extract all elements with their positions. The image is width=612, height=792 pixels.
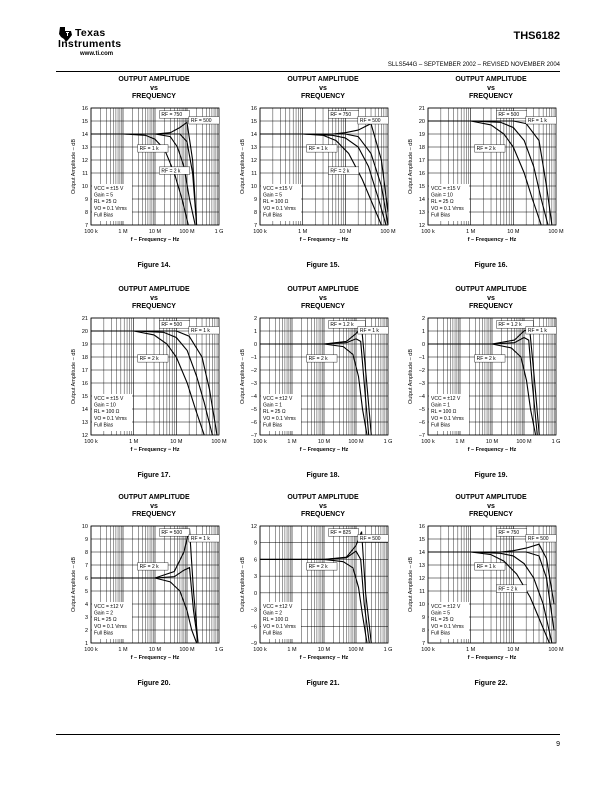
series-label: RF = 1 k bbox=[308, 146, 328, 153]
x-tick-label: 1 M bbox=[466, 229, 476, 235]
y-tick-label: 19 bbox=[418, 132, 425, 138]
series-label: RF = 1 k bbox=[359, 328, 379, 335]
x-tick-label: 10 M bbox=[317, 647, 331, 653]
x-axis-label: f – Frequency – Hz bbox=[299, 655, 349, 661]
y-tick-label: −7 bbox=[418, 433, 425, 439]
x-tick-label: 1 G bbox=[383, 439, 393, 445]
series-label: RF = 1 k bbox=[139, 146, 159, 153]
y-tick-label: 9 bbox=[421, 615, 425, 621]
y-tick-label: 18 bbox=[81, 355, 88, 361]
x-tick-label: 100 k bbox=[421, 439, 435, 445]
x-tick-label: 10 M bbox=[170, 439, 183, 445]
chart-title-line: vs bbox=[487, 502, 495, 510]
chart-title-line: OUTPUT AMPLITUDE bbox=[287, 286, 359, 293]
y-tick-label: 13 bbox=[418, 563, 425, 569]
x-axis-label: f – Frequency – Hz bbox=[299, 447, 349, 453]
x-tick-label: 100 M bbox=[179, 229, 195, 235]
figure-caption: Figure 17. bbox=[137, 472, 171, 479]
condition-line: Full Bias bbox=[94, 630, 114, 637]
figure-caption: Figure 15. bbox=[306, 262, 340, 269]
y-tick-label: 17 bbox=[81, 368, 88, 374]
x-tick-label: 100 k bbox=[253, 229, 267, 235]
condition-line: VO = 0.1 Vrms bbox=[94, 205, 127, 212]
series-label: RF = 500 bbox=[527, 536, 549, 543]
series-label: RF = 500 bbox=[190, 118, 212, 125]
chart-title-line: FREQUENCY bbox=[301, 303, 345, 310]
y-tick-label: 17 bbox=[418, 158, 425, 164]
chart-title-line: vs bbox=[319, 502, 327, 510]
condition-line: Full Bias bbox=[263, 212, 283, 219]
y-tick-label: 12 bbox=[81, 158, 88, 164]
y-axis-label: Output Amplitude – dB bbox=[408, 138, 414, 195]
y-tick-label: 7 bbox=[253, 223, 257, 229]
y-tick-label: 10 bbox=[250, 184, 257, 190]
x-tick-label: 100 k bbox=[253, 647, 267, 653]
chart-title-line: FREQUENCY bbox=[301, 93, 345, 100]
y-tick-label: 12 bbox=[81, 433, 88, 439]
y-tick-label: 10 bbox=[81, 184, 88, 190]
y-tick-label: 8 bbox=[253, 210, 257, 216]
series-label: RF = 2 k bbox=[308, 356, 328, 363]
series-label: RF = 825 bbox=[330, 530, 352, 537]
y-tick-label: 11 bbox=[82, 171, 88, 177]
condition-line: VCC = ±12 V bbox=[431, 604, 461, 610]
y-tick-label: 14 bbox=[81, 407, 88, 413]
chart-title-line: OUTPUT AMPLITUDE bbox=[118, 76, 190, 83]
x-tick-label: 100 k bbox=[84, 439, 98, 445]
y-axis-label: Output Amplitude − dB bbox=[71, 348, 77, 405]
condition-line: VCC = ±12 V bbox=[431, 396, 461, 402]
chart-title-line: OUTPUT AMPLITUDE bbox=[455, 286, 527, 293]
y-tick-label: 16 bbox=[81, 106, 88, 112]
x-axis-label: f – Frequency – Hz bbox=[467, 237, 517, 243]
y-tick-label: 10 bbox=[81, 524, 88, 530]
y-tick-label: 16 bbox=[250, 106, 257, 112]
condition-line: RL = 25 Ω bbox=[94, 199, 117, 206]
series-label: RF = 2 k bbox=[139, 356, 159, 363]
y-tick-label: 15 bbox=[250, 119, 257, 125]
x-tick-label: 100 k bbox=[421, 229, 435, 235]
series-label: RF = 2 k bbox=[330, 168, 350, 175]
chart-title-line: vs bbox=[487, 84, 495, 92]
x-axis-label: f − Frequency − Hz bbox=[130, 447, 180, 453]
condition-line: Gain = 2 bbox=[263, 610, 283, 617]
chart-title bbox=[238, 76, 408, 102]
condition-line: RL = 100 Ω bbox=[94, 409, 120, 416]
y-tick-label: 1 bbox=[421, 329, 425, 335]
y-tick-label: −6 bbox=[250, 624, 257, 631]
y-tick-label: 12 bbox=[250, 158, 257, 164]
frequency-response-chart bbox=[67, 522, 242, 672]
y-tick-label: 2 bbox=[421, 316, 425, 322]
series-label: RF = 500 bbox=[359, 536, 381, 543]
y-tick-label: 10 bbox=[418, 602, 425, 608]
y-tick-label: 0 bbox=[253, 342, 257, 348]
x-tick-label: 100 M bbox=[179, 647, 195, 653]
condition-line: RL = 100 Ω bbox=[263, 617, 289, 624]
figure-caption: Figure 21. bbox=[306, 680, 340, 687]
condition-line: VO = 0.1 Vrms bbox=[431, 623, 464, 630]
series-label: RF = 750 bbox=[498, 530, 520, 537]
y-tick-label: 9 bbox=[84, 537, 88, 543]
y-tick-label: 12 bbox=[418, 223, 425, 229]
x-axis-label: f – Frequency – Hz bbox=[467, 655, 517, 661]
series-label: RF = 1 k bbox=[527, 118, 547, 125]
y-tick-label: −4 bbox=[250, 394, 257, 400]
y-tick-label: 16 bbox=[418, 171, 425, 177]
x-tick-label: 10 M bbox=[485, 439, 499, 445]
x-tick-label: 100 M bbox=[516, 439, 532, 445]
series-label: RF = 750 bbox=[161, 112, 183, 119]
x-tick-label: 100 M bbox=[348, 439, 364, 445]
brand-name-line2: Instruments bbox=[58, 38, 122, 50]
x-tick-label: 10 M bbox=[507, 229, 520, 235]
y-tick-label: 20 bbox=[418, 119, 425, 125]
y-tick-label: −1 bbox=[250, 355, 257, 361]
condition-line: Full Bias bbox=[431, 422, 451, 429]
condition-line: VO = 0.1 Vrms bbox=[263, 205, 296, 212]
condition-line: VO = 0.1 Vrms bbox=[431, 205, 464, 212]
y-axis-label: Output Amplitude – dB bbox=[240, 348, 246, 405]
x-tick-label: 1 M bbox=[118, 229, 128, 235]
frequency-response-chart bbox=[404, 314, 579, 464]
frequency-response-chart bbox=[236, 314, 411, 464]
condition-line: Full Bias bbox=[263, 422, 283, 429]
x-tick-label: 1 M bbox=[466, 647, 476, 653]
y-tick-label: 9 bbox=[253, 540, 257, 547]
y-tick-label: 8 bbox=[84, 210, 88, 216]
x-tick-label: 10 M bbox=[148, 229, 162, 235]
brand-name-line1: Texas bbox=[75, 27, 106, 39]
frequency-response-chart bbox=[67, 314, 242, 464]
y-tick-label: 13 bbox=[418, 210, 425, 216]
y-tick-label: 14 bbox=[418, 550, 425, 556]
chart-title-line: FREQUENCY bbox=[132, 93, 176, 100]
y-tick-label: 13 bbox=[250, 145, 257, 151]
chart-title-line: FREQUENCY bbox=[469, 303, 513, 310]
condition-line: Full Bias bbox=[94, 212, 114, 219]
chart-title-line: OUTPUT AMPLITUDE bbox=[118, 494, 190, 501]
footer-rule bbox=[56, 734, 560, 735]
condition-line: VO = 0.1 Vrms bbox=[263, 415, 296, 422]
condition-line: Full Bias bbox=[431, 630, 451, 637]
series-label: RF = 2 k bbox=[476, 356, 496, 363]
y-tick-label: 11 bbox=[419, 589, 425, 595]
condition-line: VO = 0.1 Vrms bbox=[94, 623, 127, 630]
y-tick-label: 8 bbox=[84, 550, 88, 556]
condition-line: Gain = 5 bbox=[263, 192, 283, 199]
y-axis-label: Output Amplitude – dB bbox=[240, 138, 246, 195]
brand-url[interactable]: www.ti.com bbox=[80, 51, 114, 57]
figure-caption: Figure 19. bbox=[474, 472, 508, 479]
series-label: RF = 750 bbox=[330, 112, 352, 119]
y-tick-label: 8 bbox=[421, 628, 425, 634]
chart-title bbox=[238, 494, 408, 520]
y-axis-label: Output Amplitude – dB bbox=[408, 556, 414, 613]
chart-title-line: OUTPUT AMPLITUDE bbox=[118, 286, 190, 293]
x-tick-label: 100 M bbox=[548, 229, 564, 235]
chart-title-line: OUTPUT AMPLITUDE bbox=[287, 494, 359, 501]
y-tick-label: 18 bbox=[418, 145, 425, 151]
chart-title bbox=[406, 76, 576, 102]
condition-line: VO = 0.1 Vrms bbox=[263, 623, 296, 630]
condition-line: Full Bias bbox=[94, 422, 114, 429]
frequency-response-chart bbox=[404, 104, 579, 254]
y-tick-label: 14 bbox=[418, 197, 425, 203]
x-tick-label: 100 k bbox=[84, 647, 98, 653]
series-label: RF = 500 bbox=[161, 530, 183, 537]
chart-title bbox=[69, 76, 239, 102]
x-tick-label: 100 k bbox=[421, 647, 435, 653]
x-axis-label: f – Frequency – Hz bbox=[130, 655, 180, 661]
y-tick-label: −4 bbox=[418, 394, 425, 400]
chart-title-line: OUTPUT AMPLITUDE bbox=[455, 76, 527, 83]
condition-line: VO = 0.1 Vrms bbox=[431, 415, 464, 422]
series-label: RF = 1 k bbox=[190, 328, 210, 335]
y-tick-label: 16 bbox=[418, 524, 425, 530]
condition-line: VCC = ±15 V bbox=[94, 396, 124, 402]
series-label: RF = 500 bbox=[161, 322, 183, 329]
figure-caption: Figure 16. bbox=[474, 262, 508, 269]
y-tick-label: 0 bbox=[421, 342, 425, 348]
y-tick-label: 20 bbox=[81, 329, 88, 335]
series-label: RF = 500 bbox=[359, 118, 381, 125]
y-tick-label: 14 bbox=[81, 132, 88, 138]
series-label: RF = 1 k bbox=[476, 564, 496, 571]
condition-line: Gain = 2 bbox=[94, 610, 114, 617]
x-tick-label: 1 M bbox=[455, 439, 465, 445]
chart-title-line: vs bbox=[150, 84, 158, 92]
y-tick-label: 0 bbox=[253, 590, 257, 597]
x-axis-label: f – Frequency – Hz bbox=[299, 237, 349, 243]
y-tick-label: 11 bbox=[251, 171, 257, 177]
y-tick-label: 15 bbox=[418, 537, 425, 543]
y-tick-label: −6 bbox=[418, 420, 425, 426]
document-id: SLLS544G – SEPTEMBER 2002 – REVISED NOVEMBER 2004 bbox=[387, 62, 560, 68]
chart-title-line: FREQUENCY bbox=[132, 303, 176, 310]
y-tick-label: 3 bbox=[253, 574, 257, 581]
figure-caption: Figure 14. bbox=[137, 262, 171, 269]
figure-caption: Figure 20. bbox=[137, 680, 171, 687]
x-tick-label: 10 M bbox=[317, 439, 331, 445]
condition-line: Gain = 1 bbox=[431, 402, 451, 409]
y-tick-label: 19 bbox=[81, 342, 88, 348]
y-axis-label: Output Amplitude – dB bbox=[240, 556, 246, 613]
chart-title-line: OUTPUT AMPLITUDE bbox=[287, 76, 359, 83]
y-tick-label: 21 bbox=[81, 316, 88, 322]
y-tick-label: 13 bbox=[81, 145, 88, 151]
y-tick-label: −5 bbox=[418, 407, 425, 413]
x-tick-label: 100 M bbox=[211, 439, 227, 445]
chart-title-line: FREQUENCY bbox=[132, 511, 176, 518]
x-tick-label: 100 M bbox=[348, 647, 364, 653]
condition-line: RL = 25 Ω bbox=[94, 617, 117, 624]
x-tick-label: 1 M bbox=[129, 439, 139, 445]
condition-line: RL = 25 Ω bbox=[263, 409, 286, 416]
y-tick-label: 7 bbox=[84, 223, 88, 229]
condition-line: VCC = ±12 V bbox=[94, 604, 124, 610]
y-tick-label: 13 bbox=[81, 420, 88, 426]
x-axis-label: f – Frequency – Hz bbox=[130, 237, 180, 243]
y-tick-label: −2 bbox=[250, 368, 257, 374]
y-tick-label: 21 bbox=[418, 106, 425, 112]
y-tick-label: 7 bbox=[84, 563, 88, 569]
chart-title-line: vs bbox=[150, 294, 158, 302]
y-tick-label: 14 bbox=[250, 132, 257, 138]
x-tick-label: 1 G bbox=[551, 439, 561, 445]
y-axis-label: Output Amplitude – dB bbox=[408, 348, 414, 405]
y-tick-label: −3 bbox=[250, 607, 257, 614]
series-label: RF = 1 k bbox=[527, 328, 547, 335]
condition-line: Gain = 1 bbox=[263, 402, 283, 409]
y-tick-label: −2 bbox=[418, 368, 425, 374]
condition-line: VCC = ±15 V bbox=[263, 186, 293, 192]
series-label: RF = 2 k bbox=[161, 168, 181, 175]
figure-caption: Figure 18. bbox=[306, 472, 340, 479]
y-tick-label: 6 bbox=[253, 557, 257, 564]
condition-line: VCC = ±12 V bbox=[263, 604, 293, 610]
x-tick-label: 1 G bbox=[214, 647, 224, 653]
condition-line: Full Bias bbox=[263, 630, 283, 637]
y-axis-label: Output Amplitude – dB bbox=[71, 556, 77, 613]
series-label: RF = 500 bbox=[498, 112, 520, 119]
chart-title-line: FREQUENCY bbox=[469, 93, 513, 100]
x-tick-label: 1 M bbox=[287, 647, 297, 653]
x-tick-label: 100 M bbox=[548, 647, 564, 653]
series-label: RF = 1 k bbox=[190, 536, 210, 543]
condition-line: RL = 25 Ω bbox=[431, 199, 454, 206]
condition-line: VCC = ±15 V bbox=[431, 186, 461, 192]
condition-line: Full Bias bbox=[431, 212, 451, 219]
series-label: RF = 2 k bbox=[308, 564, 328, 571]
y-tick-label: −3 bbox=[418, 381, 425, 387]
y-tick-label: 15 bbox=[418, 184, 425, 190]
y-tick-label: 2 bbox=[253, 316, 257, 322]
condition-line: RL = 100 Ω bbox=[431, 409, 457, 416]
chart-title bbox=[69, 286, 239, 312]
y-tick-label: 12 bbox=[418, 576, 425, 582]
y-axis-label: Output Amplitude – dB bbox=[71, 138, 77, 195]
condition-line: Gain = 5 bbox=[431, 610, 451, 617]
y-tick-label: −9 bbox=[250, 641, 257, 647]
x-tick-label: 1 M bbox=[118, 647, 128, 653]
y-tick-label: 16 bbox=[81, 381, 88, 387]
y-tick-label: 5 bbox=[84, 589, 88, 595]
y-tick-label: 1 bbox=[253, 329, 257, 335]
chart-title-line: OUTPUT AMPLITUDE bbox=[455, 494, 527, 501]
x-tick-label: 10 M bbox=[507, 647, 520, 653]
condition-line: RL = 100 Ω bbox=[263, 199, 289, 206]
y-tick-label: 7 bbox=[421, 641, 425, 647]
x-tick-label: 100 k bbox=[84, 229, 98, 235]
y-tick-label: 2 bbox=[84, 628, 88, 634]
x-tick-label: 10 M bbox=[148, 647, 162, 653]
chart-title-line: FREQUENCY bbox=[301, 511, 345, 518]
chart-title bbox=[238, 286, 408, 312]
y-tick-label: 9 bbox=[253, 197, 257, 203]
chart-title bbox=[406, 286, 576, 312]
chart-title-line: vs bbox=[487, 294, 495, 302]
chart-title-line: vs bbox=[319, 294, 327, 302]
frequency-response-chart bbox=[236, 104, 411, 254]
chart-title bbox=[406, 494, 576, 520]
y-tick-label: 6 bbox=[84, 576, 88, 582]
y-tick-label: 9 bbox=[84, 197, 88, 203]
condition-line: VCC = ±12 V bbox=[263, 396, 293, 402]
y-tick-label: −3 bbox=[250, 381, 257, 387]
x-tick-label: 100 k bbox=[253, 439, 267, 445]
part-number: THS6182 bbox=[513, 30, 560, 42]
condition-line: Gain = 10 bbox=[431, 192, 453, 199]
frequency-response-chart bbox=[404, 522, 579, 672]
x-tick-label: 1 M bbox=[298, 229, 308, 235]
y-tick-label: 3 bbox=[84, 615, 88, 621]
series-label: RF = 2 k bbox=[498, 586, 518, 593]
series-label: RF = 1.2 k bbox=[498, 322, 522, 329]
y-tick-label: −7 bbox=[250, 433, 257, 439]
x-tick-label: 100 M bbox=[380, 229, 396, 235]
condition-line: Gain = 5 bbox=[94, 192, 114, 199]
series-label: RF = 2 k bbox=[139, 564, 159, 571]
figure-caption: Figure 22. bbox=[474, 680, 508, 687]
y-tick-label: −1 bbox=[418, 355, 425, 361]
condition-line: VO = 0.1 Vrms bbox=[94, 415, 127, 422]
y-tick-label: 15 bbox=[81, 119, 88, 125]
condition-line: RL = 25 Ω bbox=[431, 617, 454, 624]
x-axis-label: f – Frequency – Hz bbox=[467, 447, 517, 453]
y-tick-label: −5 bbox=[250, 407, 257, 413]
chart-title-line: vs bbox=[150, 502, 158, 510]
condition-line: VCC = ±15 V bbox=[94, 186, 124, 192]
x-tick-label: 10 M bbox=[339, 229, 352, 235]
frequency-response-chart bbox=[236, 522, 411, 672]
y-tick-label: 1 bbox=[84, 641, 88, 647]
y-tick-label: 15 bbox=[81, 394, 88, 400]
x-tick-label: 1 M bbox=[287, 439, 297, 445]
series-label: RF = 1.2 k bbox=[330, 322, 354, 329]
chart-title bbox=[69, 494, 239, 520]
y-tick-label: −6 bbox=[250, 420, 257, 426]
x-tick-label: 1 G bbox=[383, 647, 393, 653]
frequency-response-chart bbox=[67, 104, 242, 254]
condition-line: Gain = 10 bbox=[94, 402, 116, 409]
y-tick-label: 12 bbox=[250, 524, 257, 530]
chart-title-line: vs bbox=[319, 84, 327, 92]
y-tick-label: 4 bbox=[84, 602, 88, 608]
page-number: 9 bbox=[556, 741, 560, 748]
x-tick-label: 1 G bbox=[214, 229, 224, 235]
series-label: RF = 2 k bbox=[476, 146, 496, 153]
chart-title-line: FREQUENCY bbox=[469, 511, 513, 518]
